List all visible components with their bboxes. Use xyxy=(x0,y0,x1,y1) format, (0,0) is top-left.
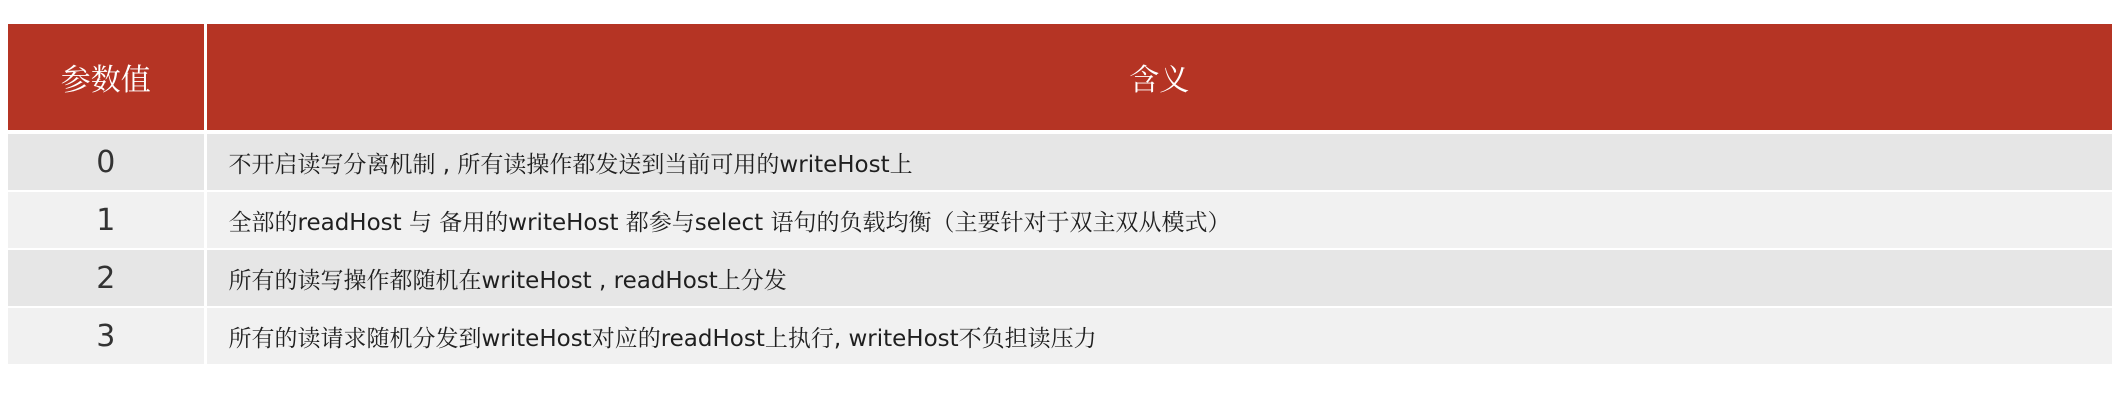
meaning-cell: 不开启读写分离机制 , 所有读操作都发送到当前可用的writeHost上 xyxy=(205,132,2112,191)
param-value-cell: 3 xyxy=(8,307,205,364)
meaning-cell: 所有的读写操作都随机在writeHost , readHost上分发 xyxy=(205,249,2112,307)
table-header xyxy=(8,24,2112,132)
table-body xyxy=(8,132,2112,364)
balance-param-table xyxy=(8,24,2112,364)
table-row xyxy=(8,307,2112,364)
param-value-cell: 1 xyxy=(8,191,205,249)
table-row xyxy=(8,191,2112,249)
table-row xyxy=(8,249,2112,307)
column-header-meaning: 含义 xyxy=(205,24,2112,132)
meaning-cell: 所有的读请求随机分发到writeHost对应的readHost上执行, writeHost不负担读压力 xyxy=(205,307,2112,364)
meaning-cell: 全部的readHost 与 备用的writeHost 都参与select 语句的负载均衡（主要针对于双主双从模式） xyxy=(205,191,2112,249)
table-row xyxy=(8,132,2112,191)
column-header-param-value: 参数值 xyxy=(8,24,205,132)
balance-param-table-container xyxy=(8,24,2112,364)
header-row xyxy=(8,24,2112,132)
param-value-cell: 2 xyxy=(8,249,205,307)
param-value-cell: 0 xyxy=(8,132,205,191)
